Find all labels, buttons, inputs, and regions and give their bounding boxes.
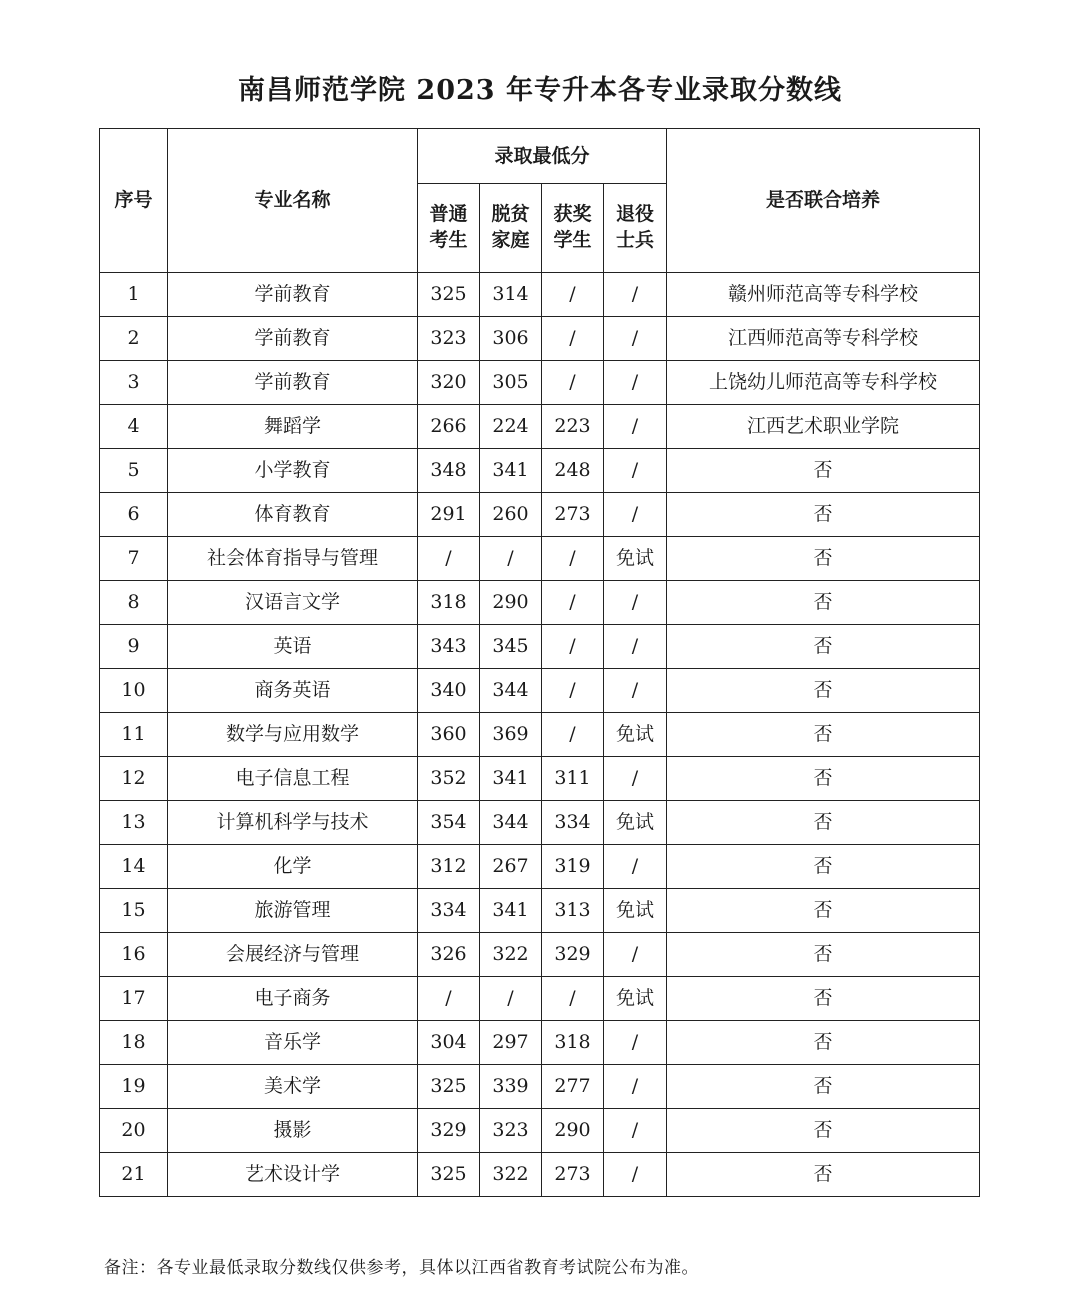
cell-poverty: 323 [480,1109,542,1153]
cell-joint: 赣州师范高等专科学校 [667,273,980,317]
table-row [100,625,980,669]
header-veteran-line2: 士兵 [616,229,655,251]
cell-index: 10 [100,669,168,713]
cell-regular: 343 [418,625,480,669]
cell-poverty: 305 [480,361,542,405]
cell-poverty: 345 [480,625,542,669]
cell-joint: 否 [667,669,980,713]
cell-veteran: 免试 [604,889,667,933]
cell-regular: 304 [418,1021,480,1065]
cell-regular: 354 [418,801,480,845]
cell-major: 学前教育 [168,361,418,405]
cell-poverty: 260 [480,493,542,537]
cell-award: 273 [542,493,604,537]
table-row [100,581,980,625]
cell-veteran: / [604,933,667,977]
cell-veteran: / [604,317,667,361]
cell-poverty: 341 [480,449,542,493]
cell-major: 艺术设计学 [168,1153,418,1197]
cell-index: 9 [100,625,168,669]
cell-major: 计算机科学与技术 [168,801,418,845]
cell-veteran: / [604,1065,667,1109]
cell-index: 14 [100,845,168,889]
cell-award: 248 [542,449,604,493]
cell-regular: 325 [418,273,480,317]
cell-joint: 否 [667,845,980,889]
cell-veteran: / [604,493,667,537]
cell-award: 334 [542,801,604,845]
header-poverty [480,184,542,273]
cell-poverty: 344 [480,801,542,845]
cell-joint: 否 [667,581,980,625]
table-row [100,1109,980,1153]
cell-award: 311 [542,757,604,801]
cell-major: 学前教育 [168,317,418,361]
cell-poverty: 341 [480,757,542,801]
cell-joint: 否 [667,933,980,977]
cell-major: 汉语言文学 [168,581,418,625]
table-row [100,977,980,1021]
table-row [100,493,980,537]
cell-regular: 318 [418,581,480,625]
cell-regular: 323 [418,317,480,361]
cell-veteran: / [604,757,667,801]
table-row [100,1065,980,1109]
cell-award: / [542,977,604,1021]
cell-joint: 否 [667,1153,980,1197]
cell-index: 16 [100,933,168,977]
cell-joint: 否 [667,757,980,801]
table-row [100,449,980,493]
cell-poverty: 314 [480,273,542,317]
cell-poverty: 306 [480,317,542,361]
cell-veteran: / [604,1153,667,1197]
cell-veteran: / [604,449,667,493]
cell-index: 15 [100,889,168,933]
cell-joint: 否 [667,889,980,933]
header-min-score: 录取最低分 [418,129,667,184]
cell-major: 会展经济与管理 [168,933,418,977]
cell-index: 18 [100,1021,168,1065]
cell-index: 8 [100,581,168,625]
cell-award: / [542,273,604,317]
header-award-line1: 获奖 [553,203,592,226]
header-regular [418,184,480,273]
cell-index: 3 [100,361,168,405]
cell-award: 319 [542,845,604,889]
cell-veteran: / [604,361,667,405]
table-row [100,1021,980,1065]
cell-joint: 否 [667,537,980,581]
cell-regular: 340 [418,669,480,713]
cell-index: 4 [100,405,168,449]
cell-major: 舞蹈学 [168,405,418,449]
cell-major: 摄影 [168,1109,418,1153]
cell-poverty: 322 [480,933,542,977]
cell-poverty: 267 [480,845,542,889]
cell-award: 273 [542,1153,604,1197]
table-row [100,801,980,845]
cell-regular: / [418,977,480,1021]
cell-regular: 325 [418,1065,480,1109]
table-row [100,537,980,581]
table-row [100,361,980,405]
cell-poverty: / [480,977,542,1021]
cell-index: 5 [100,449,168,493]
cell-major: 音乐学 [168,1021,418,1065]
cell-veteran: / [604,581,667,625]
cell-major: 体育教育 [168,493,418,537]
cell-major: 数学与应用数学 [168,713,418,757]
cell-award: / [542,581,604,625]
cell-index: 12 [100,757,168,801]
cell-award: / [542,317,604,361]
cell-regular: 320 [418,361,480,405]
cell-major: 商务英语 [168,669,418,713]
cell-poverty: 297 [480,1021,542,1065]
cell-index: 2 [100,317,168,361]
header-poverty-line1: 脱贫 [491,203,530,226]
cell-index: 6 [100,493,168,537]
cell-major: 小学教育 [168,449,418,493]
cell-poverty: 339 [480,1065,542,1109]
cell-veteran: / [604,1109,667,1153]
cell-poverty: 224 [480,405,542,449]
cell-regular: 352 [418,757,480,801]
cell-joint: 江西艺术职业学院 [667,405,980,449]
cell-index: 17 [100,977,168,1021]
header-regular-line1: 普通 [429,203,468,226]
table-row [100,273,980,317]
header-veteran [604,184,667,273]
cell-index: 11 [100,713,168,757]
cell-regular: 334 [418,889,480,933]
cell-award: / [542,361,604,405]
cell-joint: 否 [667,1109,980,1153]
cell-veteran: / [604,669,667,713]
header-poverty-line2: 家庭 [491,229,530,251]
cell-regular: 329 [418,1109,480,1153]
cell-veteran: 免试 [604,713,667,757]
table-row [100,757,980,801]
header-award [542,184,604,273]
cell-regular: 348 [418,449,480,493]
cell-major: 化学 [168,845,418,889]
cell-poverty: 341 [480,889,542,933]
cell-poverty: / [480,537,542,581]
cell-major: 社会体育指导与管理 [168,537,418,581]
table-body [100,273,980,1197]
table-row [100,317,980,361]
cell-veteran: 免试 [604,537,667,581]
cell-joint: 否 [667,493,980,537]
cell-joint: 江西师范高等专科学校 [667,317,980,361]
table-row [100,669,980,713]
table-row [100,405,980,449]
cell-regular: / [418,537,480,581]
cell-major: 电子信息工程 [168,757,418,801]
cell-veteran: 免试 [604,801,667,845]
cell-award: 290 [542,1109,604,1153]
cell-regular: 360 [418,713,480,757]
cell-award: 313 [542,889,604,933]
cell-joint: 否 [667,977,980,1021]
cell-veteran: / [604,845,667,889]
cell-major: 旅游管理 [168,889,418,933]
cell-index: 21 [100,1153,168,1197]
cell-award: 318 [542,1021,604,1065]
cell-joint: 否 [667,1021,980,1065]
cell-joint: 否 [667,713,980,757]
page-title: 南昌师范学院 2023 年专升本各专业录取分数线 [238,75,842,106]
cell-veteran: / [604,625,667,669]
cell-award: 329 [542,933,604,977]
cell-index: 19 [100,1065,168,1109]
header-row-1 [100,129,980,184]
cell-joint: 否 [667,449,980,493]
cell-regular: 326 [418,933,480,977]
cell-award: / [542,669,604,713]
cell-index: 13 [100,801,168,845]
cell-major: 电子商务 [168,977,418,1021]
table-row [100,1153,980,1197]
header-joint-training: 是否联合培养 [667,129,980,273]
cell-regular: 266 [418,405,480,449]
cell-joint: 否 [667,801,980,845]
cell-veteran: / [604,273,667,317]
admission-score-table [99,128,980,1197]
table-row [100,713,980,757]
table-row [100,933,980,977]
cell-award: / [542,625,604,669]
cell-index: 1 [100,273,168,317]
header-index: 序号 [100,129,168,273]
header-veteran-line1: 退役 [616,203,655,226]
cell-joint: 否 [667,1065,980,1109]
cell-major: 英语 [168,625,418,669]
cell-joint: 否 [667,625,980,669]
cell-award: 223 [542,405,604,449]
header-major: 专业名称 [168,129,418,273]
header-award-line2: 学生 [553,229,592,251]
header-regular-line2: 考生 [429,229,468,251]
cell-regular: 291 [418,493,480,537]
cell-veteran: 免试 [604,977,667,1021]
cell-regular: 325 [418,1153,480,1197]
cell-award: / [542,537,604,581]
cell-regular: 312 [418,845,480,889]
cell-award: / [542,713,604,757]
cell-veteran: / [604,1021,667,1065]
cell-poverty: 344 [480,669,542,713]
cell-index: 20 [100,1109,168,1153]
cell-index: 7 [100,537,168,581]
footnote: 备注：各专业最低录取分数线仅供参考，具体以江西省教育考试院公布为准。 [104,1258,699,1278]
cell-veteran: / [604,405,667,449]
table-row [100,845,980,889]
table-row [100,889,980,933]
cell-joint: 上饶幼儿师范高等专科学校 [667,361,980,405]
cell-poverty: 369 [480,713,542,757]
cell-major: 美术学 [168,1065,418,1109]
cell-award: 277 [542,1065,604,1109]
cell-major: 学前教育 [168,273,418,317]
cell-poverty: 322 [480,1153,542,1197]
cell-poverty: 290 [480,581,542,625]
